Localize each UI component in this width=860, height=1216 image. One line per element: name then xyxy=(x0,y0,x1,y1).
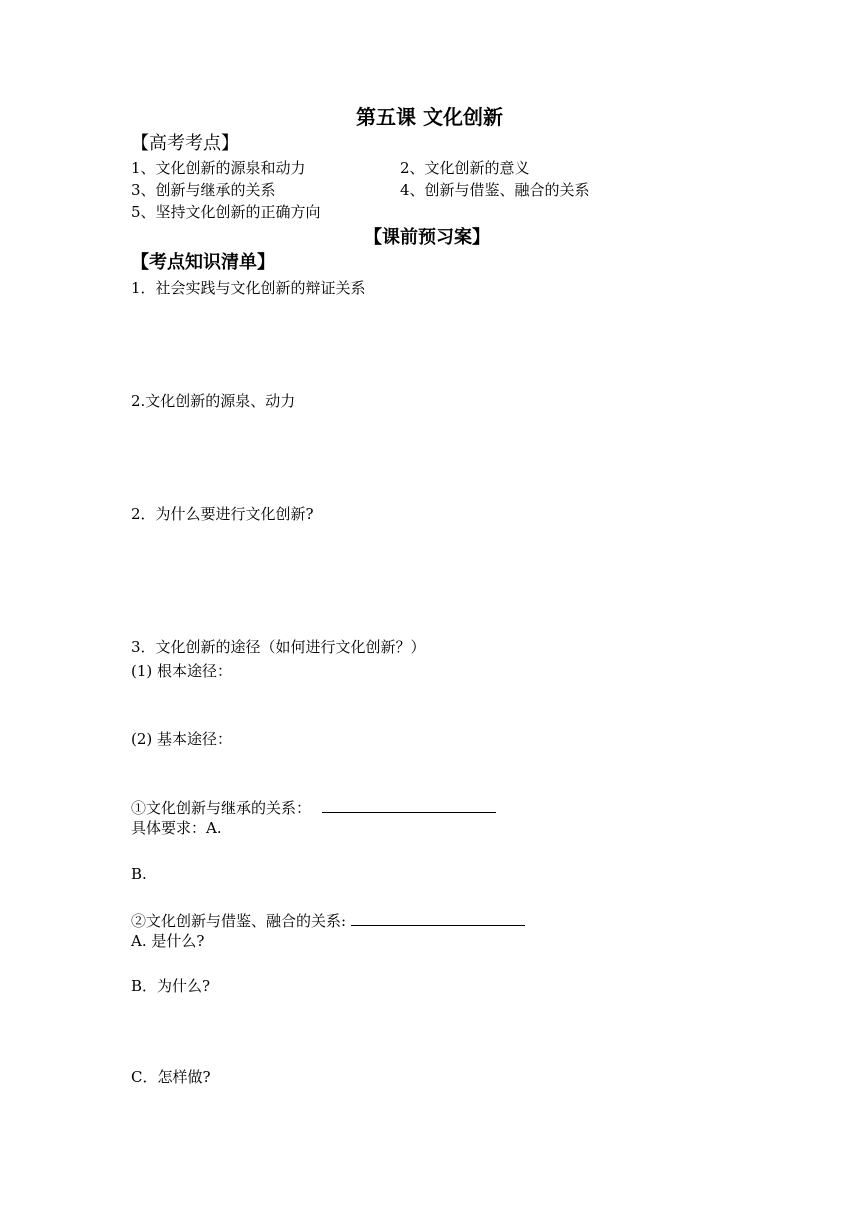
basic-path-label: (2) 基本途径： xyxy=(131,730,233,748)
exam-point-item: 1、文化创新的源泉和动力 xyxy=(131,159,306,177)
page-title: 第五课 文化创新 xyxy=(356,105,503,129)
preview-heading: 【课前预习案】 xyxy=(364,227,490,248)
question-source-motive: 2.文化创新的源泉、动力 xyxy=(131,392,296,410)
exam-point-item: 2、文化创新的意义 xyxy=(400,159,530,177)
exam-points-heading: 【高考考点】 xyxy=(131,133,239,154)
question-why: B．为什么? xyxy=(131,977,211,995)
requirement-b-label: B. xyxy=(131,865,147,883)
question-why-innovate: 2．为什么要进行文化创新? xyxy=(131,505,314,523)
question-innovation-paths: 3．文化创新的途径（如何进行文化创新？） xyxy=(131,638,426,656)
exam-point-item: 3、创新与继承的关系 xyxy=(131,181,276,199)
knowledge-heading: 【考点知识清单】 xyxy=(131,252,275,273)
exam-point-item: 5、坚持文化创新的正确方向 xyxy=(131,203,321,221)
exam-point-item: 4、创新与借鉴、融合的关系 xyxy=(400,181,590,199)
inherit-relation-blank[interactable] xyxy=(322,798,496,813)
question-what: A. 是什么? xyxy=(131,932,205,950)
fundamental-path-label: (1) 根本途径： xyxy=(131,662,233,680)
borrow-relation-blank[interactable] xyxy=(351,911,525,926)
question-how: C．怎样做? xyxy=(131,1068,211,1086)
question-practice-relation: 1．社会实践与文化创新的辩证关系 xyxy=(131,279,366,297)
borrow-relation-line xyxy=(131,911,525,929)
inherit-relation-label: ①文化创新与继承的关系： xyxy=(131,799,312,817)
borrow-relation-label: ②文化创新与借鉴、融合的关系: xyxy=(131,912,347,930)
requirement-a-label: 具体要求：A. xyxy=(131,819,222,837)
inherit-relation-line xyxy=(131,798,496,816)
